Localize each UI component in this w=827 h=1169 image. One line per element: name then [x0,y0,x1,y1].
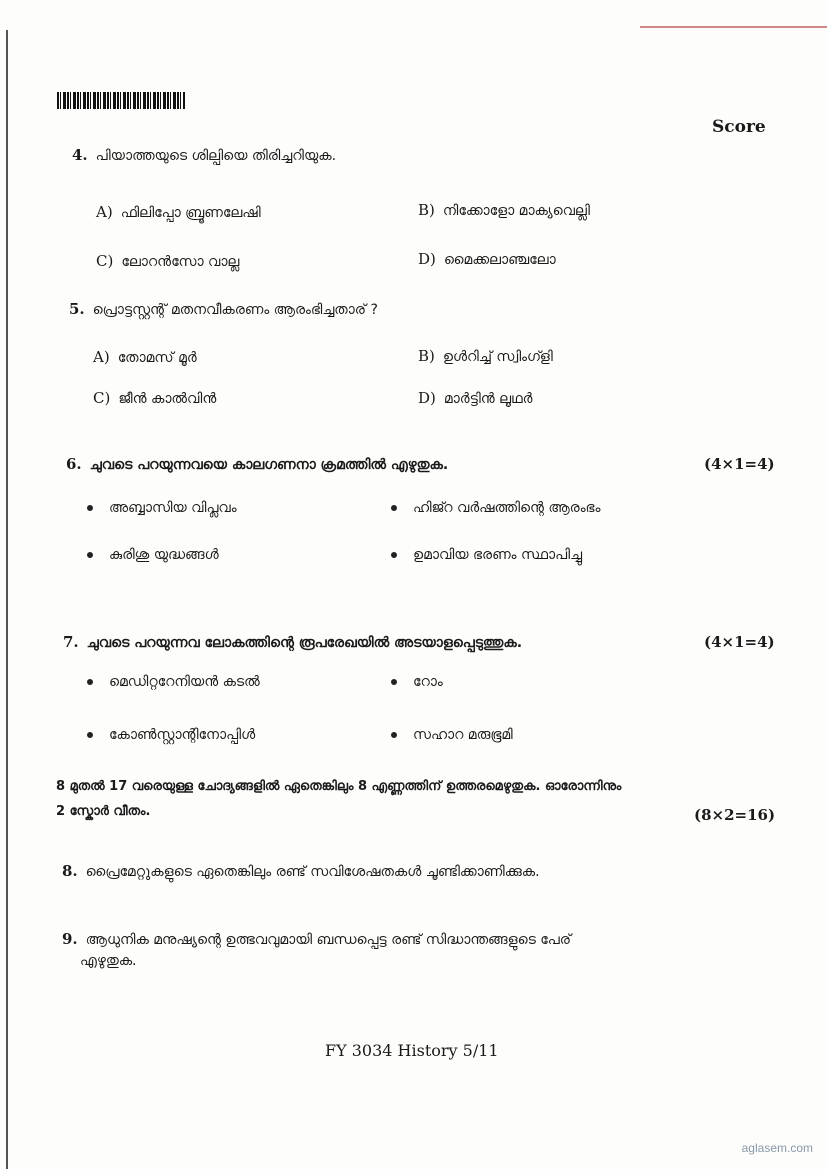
q4-option-a: A) ഫിലിപ്പോ ബ്രൂണലേഷി [96,203,261,221]
list-item: റോം [391,674,443,690]
q4-option-c: C) ലോറൻസോ വാല്ല [96,252,240,270]
page-footer-code: FY 3034 History 5/11 [325,1041,499,1060]
q4-option-b: B) നിക്കോളോ മാക്യവെല്ലി [418,201,590,219]
question-text: പിയാത്തയുടെ ശില്പിയെ തിരിച്ചറിയുക. [95,148,337,164]
question-text: ചുവടെ പറയുന്നവ ലോകത്തിന്റെ രൂപരേഖയിൽ അടയാളപ്പെടുത്തുക. [86,635,523,651]
score-label: Score [712,117,766,137]
list-item: മെഡിറ്ററേനിയൻ കടൽ [87,674,260,690]
question-7 [63,633,522,651]
question-5 [69,300,378,318]
q7-marks: (4×1=4) [704,633,775,651]
list-item: കോൺസ്റ്റാന്റിനോപ്പിൾ [87,727,255,743]
section-marks: (8×2=16) [694,806,776,824]
list-item: കുരിശു യുദ്ധങ്ങൾ [87,547,219,563]
q5-option-b: B) ഉൾറിച്ച് സ്വിംഗ്ളി [418,347,553,365]
question-number: 8. [62,862,78,880]
q5-option-d: D) മാർട്ടിൻ ലൂഥർ [418,389,533,407]
q6-marks: (4×1=4) [704,455,775,473]
question-9-line2: എഴുതുക. [80,953,137,969]
question-text: ചുവടെ പറയുന്നവയെ കാലഗണനാ ക്രമത്തിൽ എഴുതുക. [89,457,449,473]
section-instruction-line2: 2 സ്കോർ വീതം. [56,804,151,819]
list-item: അബ്ബാസിയ വിപ്ലവം [87,500,237,516]
page-left-border [6,30,8,1169]
list-item: സഹാറ മരുഭൂമി [391,727,513,743]
watermark: aglasem.com [741,1141,813,1155]
page-edge-line [640,26,827,28]
question-text: ആധുനിക മനുഷ്യന്റെ ഉത്ഭവവുമായി ബന്ധപ്പെട്ട രണ്ട് സിദ്ധാന്തങ്ങളുടെ പേര് [85,932,572,948]
question-text: പ്രൊട്ടസ്റ്റന്റ് മതനവീകരണം ആരംഭിച്ചതാര് ? [92,302,378,318]
question-9 [62,930,571,948]
question-4 [72,146,336,164]
q4-option-d: D) മൈക്കലാഞ്ചലോ [418,250,556,268]
section-instruction: 8 മുതൽ 17 വരെയുള്ള ചോദ്യങ്ങളിൽ ഏതെങ്കിലും 8 എണ്ണത്തിന് ഉത്തരമെഴുതുക. ഓരോന്നിനും [56,779,622,794]
q5-option-c: C) ജീൻ കാൽവിൻ [93,389,217,407]
question-number: 7. [63,633,79,651]
question-number: 9. [62,930,78,948]
question-text: പ്രൈമേറ്റുകളുടെ ഏതെങ്കിലും രണ്ട് സവിശേഷതകൾ ചൂണ്ടിക്കാണിക്കുക. [85,864,540,880]
q5-option-a: A) തോമസ് മൂർ [93,348,197,366]
list-item: ഉമാവിയ ഭരണം സ്ഥാപിച്ചു [391,547,582,563]
list-item: ഹിജ്റ വർഷത്തിന്റെ ആരംഭം [391,500,600,516]
question-8 [62,862,540,880]
question-number: 5. [69,300,85,318]
question-6 [66,455,448,473]
barcode-icon [57,92,185,109]
question-number: 6. [66,455,82,473]
question-number: 4. [72,146,88,164]
